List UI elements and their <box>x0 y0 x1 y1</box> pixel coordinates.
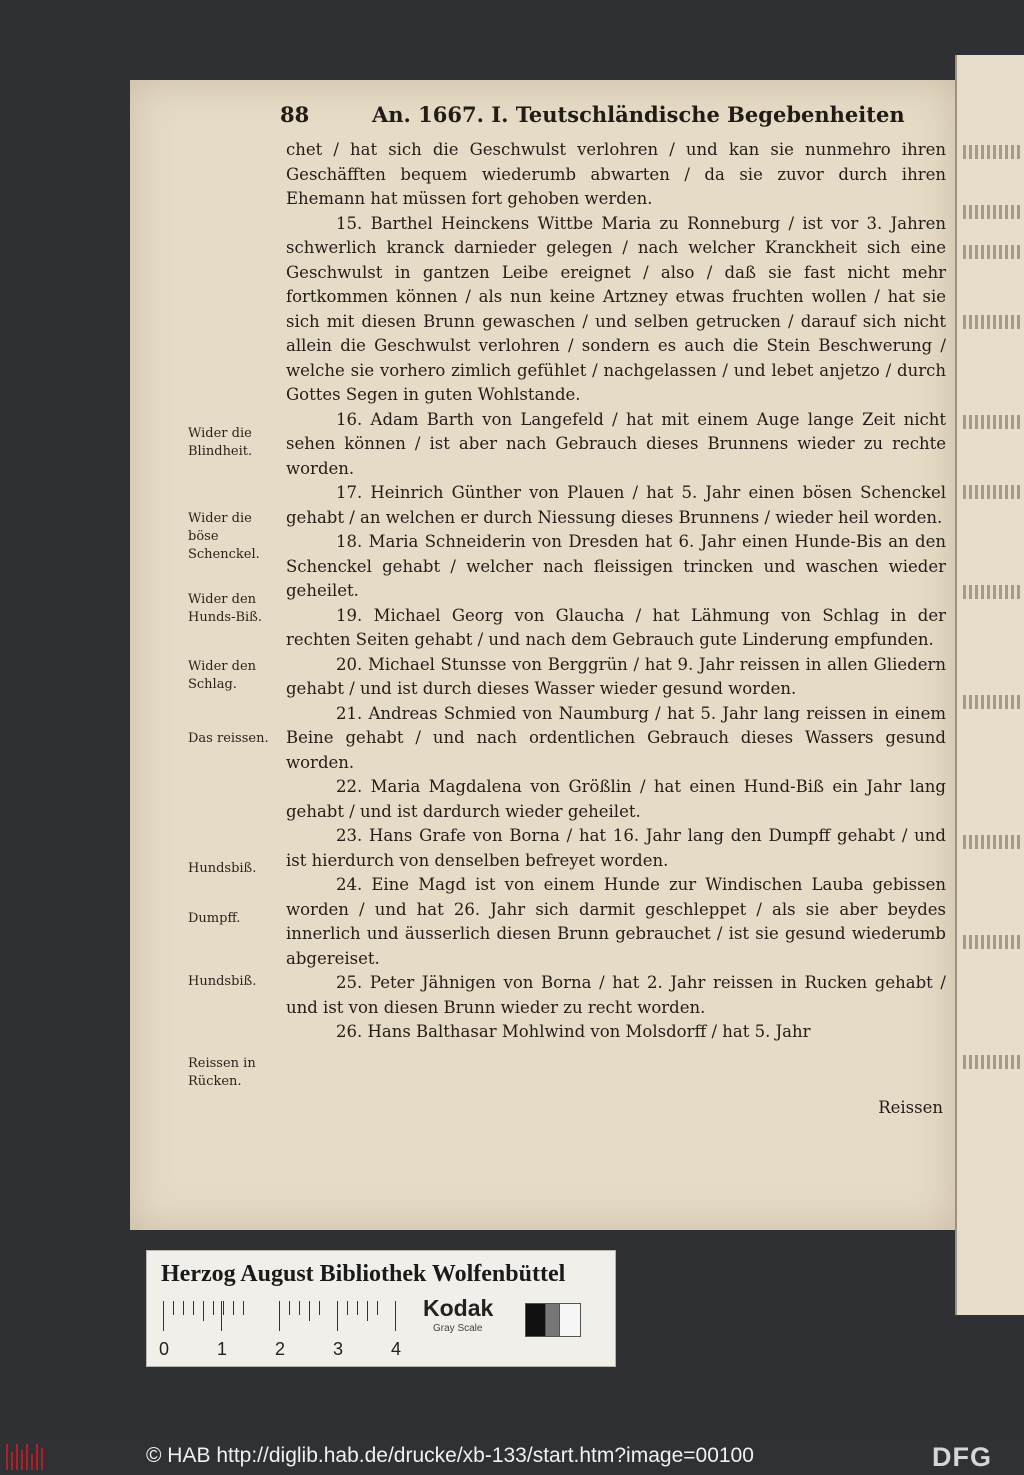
book-page <box>130 80 955 1230</box>
margin-note: Hundsbiß. <box>188 974 257 989</box>
library-name: Herzog August Bibliothek Wolfenbüttel <box>161 1261 566 1287</box>
running-title: An. 1667. I. Teutschländische Begebenheiten <box>372 102 905 127</box>
library-color-card <box>146 1250 616 1367</box>
paragraph: chet / hat sich die Geschwulst verlohren / und kan sie nunmehro ihren Geschäfften bequem wiederumb abwarten / da sie zuvor durch ihren Ehemann hat müssen fort gehoben werden. <box>286 140 946 208</box>
margin-note: Wider die Blindheit. <box>188 426 253 459</box>
kodak-logo: Kodak <box>423 1295 494 1321</box>
margin-note: Das reissen. <box>188 731 269 746</box>
paragraph: 15. Barthel Heinckens Wittbe Maria zu Ronneburg / ist vor 3. Jahren schwerlich kranck darnieder gelegen / nach welcher Kranckheit sich eine Geschwulst in gantzen Leibe ereignet / also / daß sie fast nicht mehr fortkommen können / als nun keine Artzney etwas fruchten wollen / hat sie sich mit diesen Brunn gewaschen / und selben getrucken / darauf sich nicht allein die Geschwulst verlohren / sondern es auch die Stein Beschwerung / welche sie vorhero zimlich gefühlet / nachgelassen / und lebet anjetzo / durch Gottes Segen in guten Wohlstande. <box>286 213 946 404</box>
copyright-link[interactable]: © HAB http://diglib.hab.de/drucke/xb-133/start.htm?image=00100 <box>146 1444 754 1467</box>
page-number: 88 <box>280 102 310 127</box>
paragraph: 21. Andreas Schmied von Naumburg / hat 5. Jahr lang reissen in einem Beine gehabt / und nach ordentlichen Gebrauch dieses Wassers gesund worden. <box>286 703 946 772</box>
scale-number: 0 <box>159 1339 170 1359</box>
gray-patch-white <box>559 1303 581 1337</box>
viewer-footer <box>0 1440 1024 1475</box>
paragraph: 18. Maria Schneiderin von Dresden hat 6. Jahr einen Hunde-Bis an den Schenckel gehabt / welcher nach fleissigen trincken und waschen wieder geheilet. <box>286 532 946 600</box>
paragraph: 22. Maria Magdalena von Größlin / hat einen Hund-Biß ein Jahr lang gehabt / und ist dardurch wieder geheilet. <box>286 777 946 821</box>
paragraph: 20. Michael Stunsse von Berggrün / hat 9. Jahr reissen in allen Gliedern gehabt / und ist durch dieses Wasser wieder gesund worden. <box>286 654 946 698</box>
margin-note: Wider die böse Schenckel. <box>188 511 260 562</box>
hab-logo-icon <box>6 1444 46 1470</box>
paragraph: 24. Eine Magd ist von einem Hunde zur Windischen Lauba gebissen worden / und hat 26. Jahr sich darmit geschleppet / als sie aber beydes innerlich und äusserlich diesen Brunn gebrauchet / ist sie gesund wiederumb abgereiset. <box>286 875 946 968</box>
dfg-logo: DFG <box>932 1442 992 1472</box>
paragraph: 23. Hans Grafe von Borna / hat 16. Jahr lang den Dumpff gehabt / und ist hierdurch von denselben befreyet worden. <box>286 826 946 870</box>
paragraph: 26. Hans Balthasar Mohlwind von Molsdorff / hat 5. Jahr <box>336 1022 811 1041</box>
margin-note: Dumpff. <box>188 911 241 926</box>
paragraph: 25. Peter Jähnigen von Borna / hat 2. Jahr reissen in Rucken gehabt / und ist von diesen Brunn wieder zu recht worden. <box>286 973 946 1017</box>
scale-number: 2 <box>275 1339 286 1359</box>
catchword: Reissen <box>878 1098 943 1117</box>
paragraph: 17. Heinrich Günther von Plauen / hat 5. Jahr einen bösen Schenckel gehabt / an welchen er durch Niessung dieses Brunnens / wieder heil worden. <box>286 483 946 527</box>
paragraph: 19. Michael Georg von Glaucha / hat Lähmung von Schlag in der rechten Seiten gehabt / und nach dem Gebrauch gute Linderung empfunden. <box>286 605 946 649</box>
facing-page-edge <box>955 55 1024 1315</box>
paragraph: 16. Adam Barth von Langefeld / hat mit einem Auge lange Zeit nicht sehen können / ist aber nach Gebrauch dieses Brunnens wieder zu rechte worden. <box>286 409 946 478</box>
margin-note: Hundsbiß. <box>188 861 257 876</box>
margin-note: Reissen in Rücken. <box>188 1056 256 1089</box>
page-body <box>286 138 946 1045</box>
scale-number: 4 <box>391 1339 402 1359</box>
margin-note: Wider den Hunds-Biß. <box>188 592 262 625</box>
scale-number: 1 <box>217 1339 228 1359</box>
scale-ruler <box>159 1301 411 1359</box>
scale-number: 3 <box>333 1339 344 1359</box>
gray-scale-label: Gray Scale <box>433 1323 483 1334</box>
gray-patch-black <box>525 1303 547 1337</box>
margin-note: Wider den Schlag. <box>188 659 257 692</box>
